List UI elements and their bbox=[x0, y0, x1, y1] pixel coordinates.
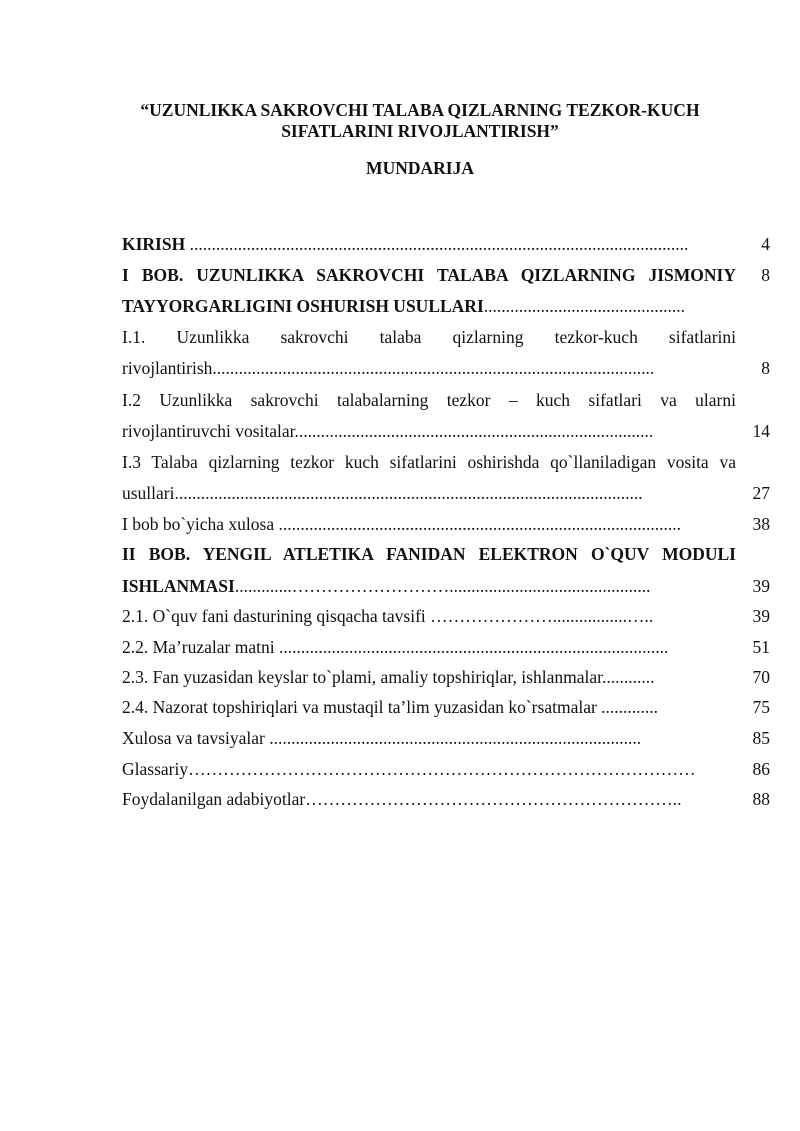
toc-entry-adabiyotlar bbox=[122, 788, 736, 810]
toc-page-number: 39 bbox=[752, 576, 770, 596]
toc-leader: ......................................................................................... bbox=[274, 637, 669, 657]
toc-page-number: 88 bbox=[752, 789, 770, 809]
toc-entry-s23 bbox=[122, 666, 736, 688]
toc-leader: ..................................................................................................... bbox=[212, 358, 655, 378]
toc-leader: ………………….................….. bbox=[425, 606, 654, 626]
toc-entry-label: Glassariy bbox=[122, 759, 189, 779]
toc-page-number: 75 bbox=[752, 697, 770, 717]
toc-entry-label: 2.3. Fan yuzasidan keyslar to`plami, amaliy topshiriqlar, ishlanmalar bbox=[122, 667, 602, 687]
toc-entry-label: 2.1. O`quv fani dasturining qisqacha tavsifi bbox=[122, 606, 426, 626]
toc-entry-label: usullari bbox=[122, 483, 175, 503]
toc-page-number: 85 bbox=[752, 728, 770, 748]
toc-entry-s24 bbox=[122, 696, 736, 718]
toc-entry-s11-line1: I.1. Uzunlikka sakrovchi talaba qizlarning tezkor-kuch sifatlarini bbox=[122, 327, 736, 347]
toc-entry-label: 2.2. Ma’ruzalar matni bbox=[122, 637, 275, 657]
toc-page-number: 70 bbox=[752, 667, 770, 687]
toc-page-number: 86 bbox=[752, 759, 770, 779]
toc-page-number: 14 bbox=[752, 421, 770, 441]
toc-leader: ............ bbox=[601, 667, 655, 687]
toc-leader: ............. bbox=[596, 697, 659, 717]
toc-leader: ..................................................................................... bbox=[264, 728, 642, 748]
toc-leader: .................................................................................. bbox=[294, 421, 654, 441]
toc-entry-label: rivojlantirish bbox=[122, 358, 213, 378]
toc-leader: .................................................................................................................. bbox=[185, 234, 689, 254]
toc-leader: .............................................. bbox=[483, 296, 685, 316]
toc-page-number: 38 bbox=[752, 514, 770, 534]
toc-entry-s22 bbox=[122, 636, 736, 658]
toc-page-number: 27 bbox=[752, 483, 770, 503]
toc-entry-kirish bbox=[122, 233, 736, 255]
toc-leader: ……………………………………………………….. bbox=[305, 789, 682, 809]
toc-entry-bob1-line2 bbox=[122, 295, 736, 317]
toc-entry-s12-line1: I.2 Uzunlikka sakrovchi talabalarning tezkor – kuch sifatlari va ularni bbox=[122, 390, 736, 410]
toc-entry-glossariy bbox=[122, 758, 736, 780]
toc-leader: …………………………………………………………………………… bbox=[188, 759, 696, 779]
toc-entry-bob2-line1: II BOB. YENGIL ATLETIKA FANIDAN ELEKTRON O`QUV MODULI bbox=[122, 544, 736, 564]
toc-page-number: 4 bbox=[761, 234, 770, 254]
toc-entry-s13-line2 bbox=[122, 482, 736, 504]
toc-leader: ............................................................................................ bbox=[274, 514, 681, 534]
toc-page-number: 8 bbox=[761, 265, 770, 285]
toc-leader: .............……………………….............................................. bbox=[234, 576, 651, 596]
toc-page-number: 51 bbox=[752, 637, 770, 657]
toc-entry-bob1-line1: I BOB. UZUNLIKKA SAKROVCHI TALABA QIZLARNING JISMONIY bbox=[122, 265, 736, 285]
toc-entry-label: 2.4. Nazorat topshiriqlari va mustaqil ta’lim yuzasidan ko`rsatmalar bbox=[122, 697, 597, 717]
toc-entry-s12-line2 bbox=[122, 420, 736, 442]
toc-entry-s13-line1: I.3 Talaba qizlarning tezkor kuch sifatlarini oshirishda qo`llaniladigan vosita va bbox=[122, 452, 736, 472]
toc-entry-xulosa bbox=[122, 727, 736, 749]
toc-page-number: 39 bbox=[752, 606, 770, 626]
toc-leader: ........................................................................................................... bbox=[174, 483, 643, 503]
toc-entry-label: I bob bo`yicha xulosa bbox=[122, 514, 275, 534]
toc-entry-xulosa1 bbox=[122, 513, 736, 535]
toc-page-number: 8 bbox=[761, 358, 770, 378]
toc-entry-label: TAYYORGARLIGINI OSHURISH USULLARI bbox=[122, 296, 484, 316]
toc-entry-label: KIRISH bbox=[122, 234, 186, 254]
toc-entry-label: rivojlantiruvchi vositalar bbox=[122, 421, 295, 441]
toc-entry-label: Foydalanilgan adabiyotlar bbox=[122, 789, 306, 809]
toc-entry-bob2-line2 bbox=[122, 575, 736, 597]
toc-entry-s21 bbox=[122, 605, 736, 627]
toc-entry-label: ISHLANMASI bbox=[122, 576, 235, 596]
document-title-line-1: “UZUNLIKKA SAKROVCHI TALABA QIZLARNING TEZKOR-KUCH bbox=[140, 100, 700, 120]
toc-heading: MUNDARIJA bbox=[366, 158, 474, 178]
document-title-line-2: SIFATLARINI RIVOJLANTIRISH” bbox=[281, 121, 559, 141]
toc-entry-label: Xulosa va tavsiyalar bbox=[122, 728, 265, 748]
toc-entry-s11-line2 bbox=[122, 357, 736, 379]
